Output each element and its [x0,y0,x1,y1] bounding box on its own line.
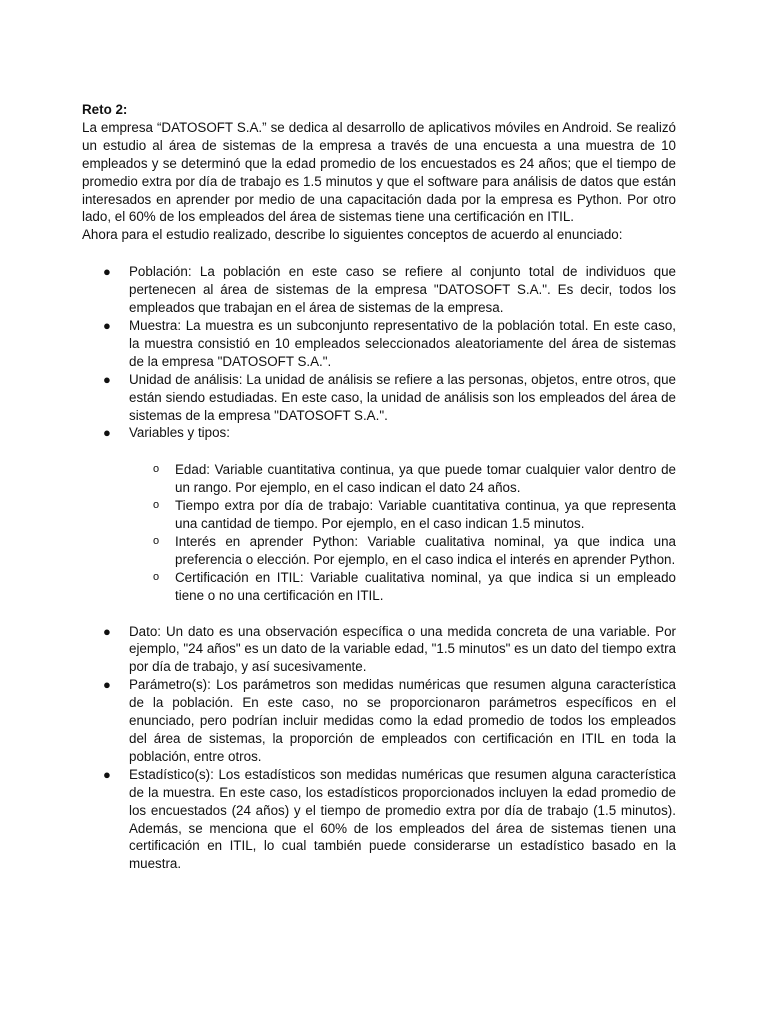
list-item-variables-y-tipos [82,424,676,604]
list-item-text: Unidad de análisis: La unidad de análisis se refiere a las personas, objetos, entre otros, que están siendo estudiadas. En este caso, la unidad de análisis son los empleados del área de sistemas de la empresa "DATOSOFT S.A.". [129,371,676,423]
bullet-icon: ● [103,766,111,782]
list-item-text: Variables y tipos: [129,425,230,441]
sub-bullet-icon: o [153,534,160,547]
sub-bullet-icon: o [153,570,160,583]
sublist-item-text: Edad: Variable cuantitativa continua, ya que puede tomar cualquier valor dentro de un rango. Por ejemplo, en el caso indican el dato 24 años. [175,462,676,496]
list-item-parametros [82,676,676,766]
bullet-icon: ● [103,371,111,387]
bullet-icon: ● [103,623,111,639]
list-item-text: Parámetro(s): Los parámetros son medidas numéricas que resumen alguna característica de la población. En este caso, no se proporcionaron parámetros específicos en el enunciado, pero podrían incluir medidas como la edad promedio de todos los empleados del área de sistemas, la proporción de empleados con certificación en ITIL en toda la población, entre otros. [129,677,676,764]
concepts-list [82,263,676,873]
sublist-item-edad [129,461,676,497]
list-item-text: Población: La población en este caso se refiere al conjunto total de individuos que pertenecen al área de sistemas de la empresa "DATOSOFT S.A.". Es decir, todos los empleados que trabajan en el área de sistemas de la empresa. [129,264,676,316]
sublist-item-text: Tiempo extra por día de trabajo: Variable cuantitativa continua, ya que representa una cantidad de tiempo. Por ejemplo, en el caso indican 1.5 minutos. [175,498,676,532]
document-page [82,101,676,873]
bullet-icon: ● [103,425,111,441]
sub-bullet-icon: o [153,499,160,512]
sublist-item-text: Interés en aprender Python: Variable cualitativa nominal, ya que indica una preferencia o elección. Por ejemplo, en el caso indica el interés en aprender Python. [175,533,676,567]
bullet-icon: ● [103,264,111,280]
list-item-estadisticos [82,766,676,873]
sublist-item-interes-python [129,533,676,569]
list-item-unidad-de-analisis [82,371,676,425]
document-title: Reto 2: [82,102,128,117]
list-item-text: Dato: Un dato es una observación específica o una medida concreta de una variable. Por ejemplo, "24 años" es un dato de la variable edad, "1.5 minutos" es un dato del tiempo extra por día de trabajo, y así sucesivamente. [129,623,676,675]
list-item-poblacion [82,263,676,317]
list-item-muestra [82,317,676,371]
intro-paragraph: La empresa “DATOSOFT S.A.” se dedica al desarrollo de aplicativos móviles en Android. Se realizó un estudio al área de sistemas de la empresa a través de una encuesta a una muestra de 10 empleados y se determinó que la edad promedio de los encuestados es 24 años; que el tiempo de promedio extra por día de trabajo es 1.5 minutos y que el software para análisis de datos que están interesados en aprender por medio de una capacitación dada por la empresa es Python. Por otro lado, el 60% de los empleados del área de sistemas tiene una certificación en ITIL. [82,119,676,225]
list-item-text: Muestra: La muestra es un subconjunto representativo de la población total. En este caso, la muestra consistió en 10 empleados seleccionados aleatoriamente del área de sistemas de la empresa "DATOSOFT S.A.". [129,317,676,369]
list-item-text: Estadístico(s): Los estadísticos son medidas numéricas que resumen alguna característica de la muestra. En este caso, los estadísticos proporcionados incluyen la edad promedio de los encuestados (24 años) y el tiempo de promedio extra por día de trabajo (1.5 minutos). Además, se menciona que el 60% de los empleados del área de sistemas tienen una certificación en ITIL, lo cual también puede considerarse un estadístico basado en la muestra. [129,766,676,872]
variables-sublist [129,461,676,604]
sublist-item-text: Certificación en ITIL: Variable cualitativa nominal, ya que indica si un empleado tiene o no una certificación en ITIL. [175,569,676,603]
bullet-icon: ● [103,317,111,333]
sublist-item-certificacion-itil [129,569,676,605]
sub-bullet-icon: o [153,463,160,476]
bullet-icon: ● [103,677,111,693]
lead-sentence: Ahora para el estudio realizado, describe lo siguientes conceptos de acuerdo al enunciado: [82,227,623,243]
list-item-dato [82,623,676,677]
sublist-item-tiempo-extra [129,497,676,533]
